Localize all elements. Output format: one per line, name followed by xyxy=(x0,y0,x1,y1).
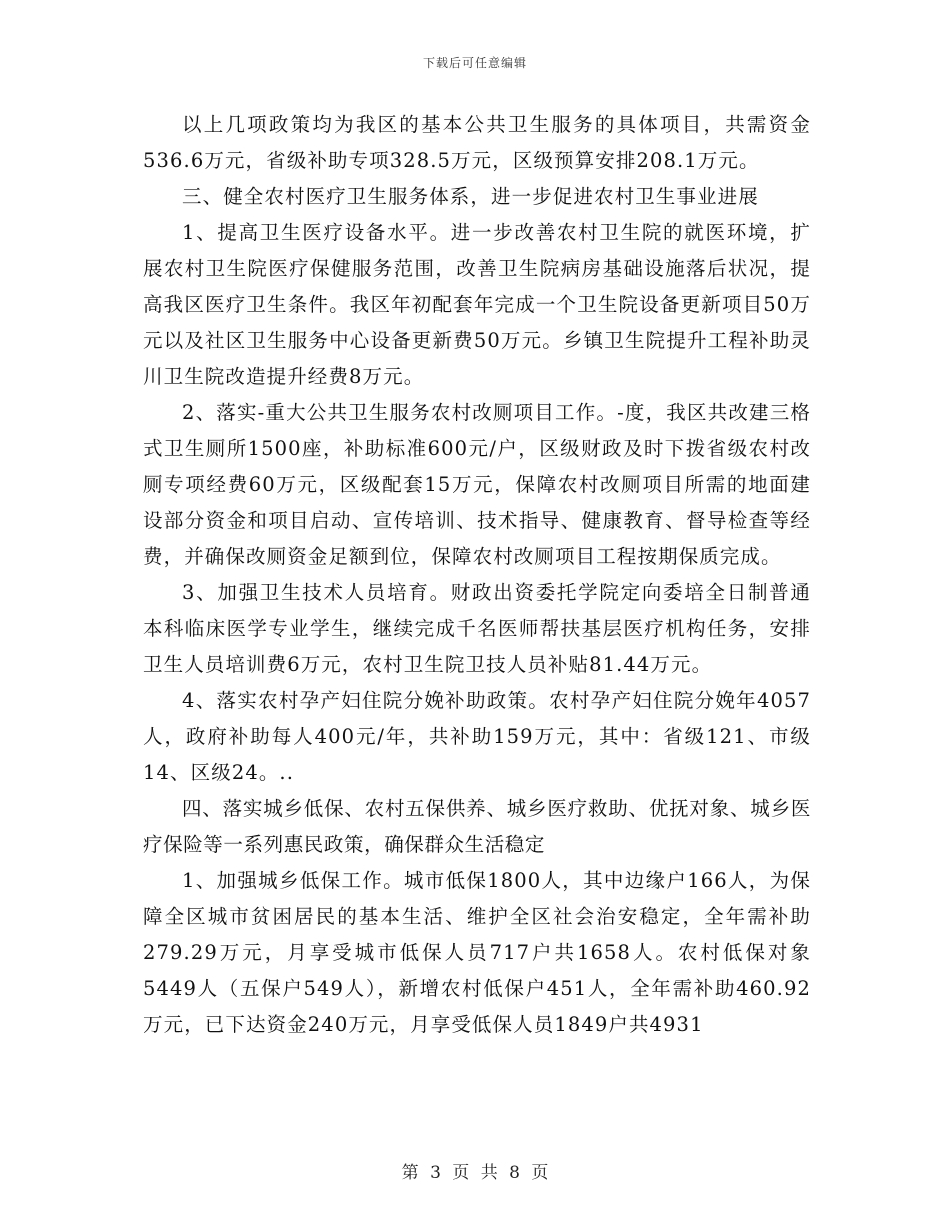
page-header: 下载后可任意编辑 xyxy=(422,56,527,70)
section-heading-3: 三、健全农村医疗卫生服务体系，进一步促进农村卫生事业进展 xyxy=(182,185,759,208)
page-number: 第 3 页 共 8 页 xyxy=(401,1163,549,1183)
paragraph-training: 3、加强卫生技术人员培育。财政出资委托学院定向委培全日制普通本科临床医学专业学生，继续完成千名医师帮扶基层医疗机构任务，安排卫生人员培训费6万元，农村卫生院卫技人员补贴81.44万元。 xyxy=(143,581,811,676)
paragraph-equipment: 1、提高卫生医疗设备水平。进一步改善农村卫生院的就医环境，扩展农村卫生院医疗保健服务范围，改善卫生院病房基础设施落后状况，提高我区医疗卫生条件。我区年初配套年完成一个卫生院设备更新项目50万元以及社区卫生服务中心设备更新费50万元。乡镇卫生院提升工程补助灵川卫生院改造提升经费8万元。 xyxy=(143,221,811,388)
paragraph-toilet-project: 2、落实-重大公共卫生服务农村改厕项目工作。-度，我区共改建三格式卫生厕所1500座，补助标准600元/户，区级财政及时下拨省级农村改厕专项经费60万元，区级配套15万元，保障农村改厕项目所需的地面建设部分资金和项目启动、宣传培训、技术指导、健康教育、督导检查等经费，并确保改厕资金足额到位，保障农村改厕项目工程按期保质完成。 xyxy=(143,401,811,568)
paragraph-maternity: 4、落实农村孕产妇住院分娩补助政策。农村孕产妇住院分娩年4057人，政府补助每人400元/年，共补助159万元，其中：省级121、市级14、区级24。.. xyxy=(143,689,811,784)
section-heading-4: 四、落实城乡低保、农村五保供养、城乡医疗救助、优抚对象、城乡医疗保险等一系列惠民政策，确保群众生活稳定 xyxy=(143,797,811,856)
document-body xyxy=(143,107,811,1043)
paragraph-summary: 以上几项政策均为我区的基本公共卫生服务的具体项目，共需资金536.6万元，省级补助专项328.5万元，区级预算安排208.1万元。 xyxy=(143,113,811,172)
paragraph-low-income: 1、加强城乡低保工作。城市低保1800人，其中边缘户166人，为保障全区城市贫困居民的基本生活、维护全区社会治安稳定，全年需补助279.29万元，月享受城市低保人员717户共1658人。农村低保对象5449人（五保户549人），新增农村低保户451人，全年需补助460.92万元，已下达资金240万元，月享受低保人员1849户共4931 xyxy=(143,869,811,1036)
